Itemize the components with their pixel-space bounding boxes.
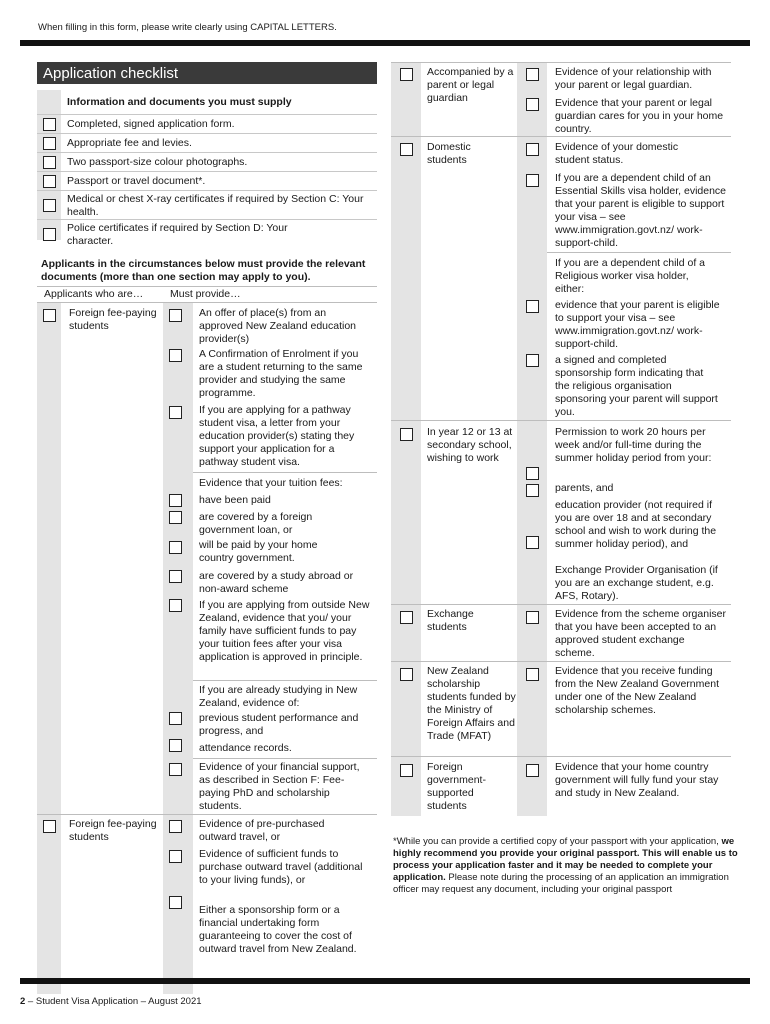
checkbox[interactable] <box>526 668 539 681</box>
applicant-foreign-fee-paying: Foreign fee-paying students <box>69 307 157 332</box>
checkbox[interactable] <box>526 611 539 624</box>
applicant-mfat: New Zealand scholarship students funded by the Ministry of Foreign Affairs and Trade (MFAT) <box>427 665 516 742</box>
studying-intro: If you are already studying in New Zealand, evidence of: <box>199 684 358 709</box>
checkbox[interactable] <box>169 494 182 507</box>
checkbox[interactable] <box>169 541 182 554</box>
applicant-accompanied: Accompanied by a parent or legal guardian <box>427 66 514 104</box>
checklist-row: Appropriate fee and levies. <box>37 133 377 152</box>
info-header: Information and documents you must supply <box>67 96 292 108</box>
checkbox[interactable] <box>526 536 539 549</box>
col-header-who: Applicants who are… <box>44 288 144 300</box>
checkbox[interactable] <box>169 850 182 863</box>
checkbox[interactable] <box>169 820 182 833</box>
checkbox-foreign-fee-paying[interactable] <box>43 309 56 322</box>
checkbox[interactable] <box>43 156 56 169</box>
applicant-domestic: Domestic students <box>427 141 471 166</box>
checkbox[interactable] <box>526 354 539 367</box>
checkbox[interactable] <box>526 300 539 313</box>
checkbox[interactable] <box>169 309 182 322</box>
applicant-exchange: Exchange students <box>427 608 474 633</box>
checkbox[interactable] <box>169 349 182 362</box>
applicant-year12: In year 12 or 13 at secondary school, wishing to work <box>427 426 513 464</box>
checklist-row: Police certificates if required by Section D: Your character. <box>37 219 377 248</box>
checkbox[interactable] <box>169 712 182 725</box>
religious-intro: If you are a dependent child of a Religious worker visa holder, either: <box>555 257 706 295</box>
checkbox-year12[interactable] <box>400 428 413 441</box>
checkbox[interactable] <box>43 137 56 150</box>
checkbox[interactable] <box>526 68 539 81</box>
year12-intro: Permission to work 20 hours per week and/or full-time during the summer holiday period from your: <box>555 426 712 464</box>
circumstances-section: Applicants in the circumstances below must provide the relevant documents (more than one section may apply to you). Applicants who are… Must provide… Foreign fee-paying students An offer of place(s) from an approved New Zealand education provider(s) A Confirmation of Enrolment if you are a student returning to the same provider and studying the same programme. If you are applying for a pathway student visa, a letter from your education provider(s) stating they support your application for a pathway student visa. Evidence that your tuition fees: have been paid are covered by a foreign government loan, or will be paid by your home country government. are covered by a study abroad or non-award scheme If you are applying from outside New Zealand, evidence that you/ your family have sufficient funds to pay your tuition fees after your visa application is approved in principle. If you are already studying in New Zealand, evidence of: previous student performance and progress, and attendance records. Evidence of your financial support, as described in Section F: Fee-paying PhD and scholarship students. Foreign fee-paying students Evidence of pre-purchased outward travel, or Evidence of sufficient funds to purchase outward travel (additional to your living funds), or Either a sponsorship form or a financial undertaking form guaranteeing to cover the cost of outward travel from New Zealand. <box>37 256 377 286</box>
checkbox[interactable] <box>169 896 182 909</box>
tuition-intro: Evidence that your tuition fees: <box>199 477 343 489</box>
checkbox[interactable] <box>526 98 539 111</box>
checkbox-foreign-fee-paying-2[interactable] <box>43 820 56 833</box>
checkbox[interactable] <box>43 118 56 131</box>
checkbox[interactable] <box>526 467 539 480</box>
page-footer: 2 – Student Visa Application – August 2021 <box>20 996 202 1007</box>
checkbox[interactable] <box>43 175 56 188</box>
checklist-row: Completed, signed application form. <box>37 114 377 133</box>
financial-support: Evidence of your financial support, as described in Section F: Fee-paying PhD and scholarship students. <box>199 761 360 812</box>
checklist-section <box>37 62 377 247</box>
top-divider <box>20 40 750 46</box>
checkbox[interactable] <box>169 511 182 524</box>
bottom-divider <box>20 978 750 984</box>
checkbox[interactable] <box>169 763 182 776</box>
circumstances-intro: Applicants in the circumstances below must provide the relevant documents (more than one section may apply to you). <box>41 258 366 283</box>
checklist-row: Passport or travel document*. <box>37 171 377 190</box>
checkbox[interactable] <box>526 174 539 187</box>
checklist-title: Application checklist <box>37 62 377 84</box>
checkbox[interactable] <box>169 739 182 752</box>
checkbox-govt[interactable] <box>400 764 413 777</box>
col-header-must: Must provide… <box>170 288 241 300</box>
checkbox[interactable] <box>169 406 182 419</box>
applicant-foreign-fee-paying-2: Foreign fee-paying students <box>69 818 157 843</box>
checkbox[interactable] <box>526 764 539 777</box>
passport-footnote: *While you can provide a certified copy of your passport with your application, we highly recommend you provide your original passport. This will enable us to process your application faster and it may be needed to complete your application. Please note during the processing of an application an immigration officer may request any document, including your original passport <box>393 836 738 895</box>
checklist-row: Medical or chest X-ray certificates if required by Section C: Your health. <box>37 190 377 219</box>
applicant-govt: Foreign government-supported students <box>427 761 486 812</box>
checkbox[interactable] <box>43 199 56 212</box>
checkbox[interactable] <box>43 228 56 241</box>
top-instruction: When filling in this form, please write clearly using CAPITAL LETTERS. <box>38 22 337 33</box>
checkbox-mfat[interactable] <box>400 668 413 681</box>
checklist-row: Two passport-size colour photographs. <box>37 152 377 171</box>
checkbox[interactable] <box>169 570 182 583</box>
checkbox[interactable] <box>526 484 539 497</box>
checkbox[interactable] <box>526 143 539 156</box>
checkbox[interactable] <box>169 599 182 612</box>
checkbox-domestic[interactable] <box>400 143 413 156</box>
checkbox-exchange[interactable] <box>400 611 413 624</box>
checkbox-accompanied[interactable] <box>400 68 413 81</box>
